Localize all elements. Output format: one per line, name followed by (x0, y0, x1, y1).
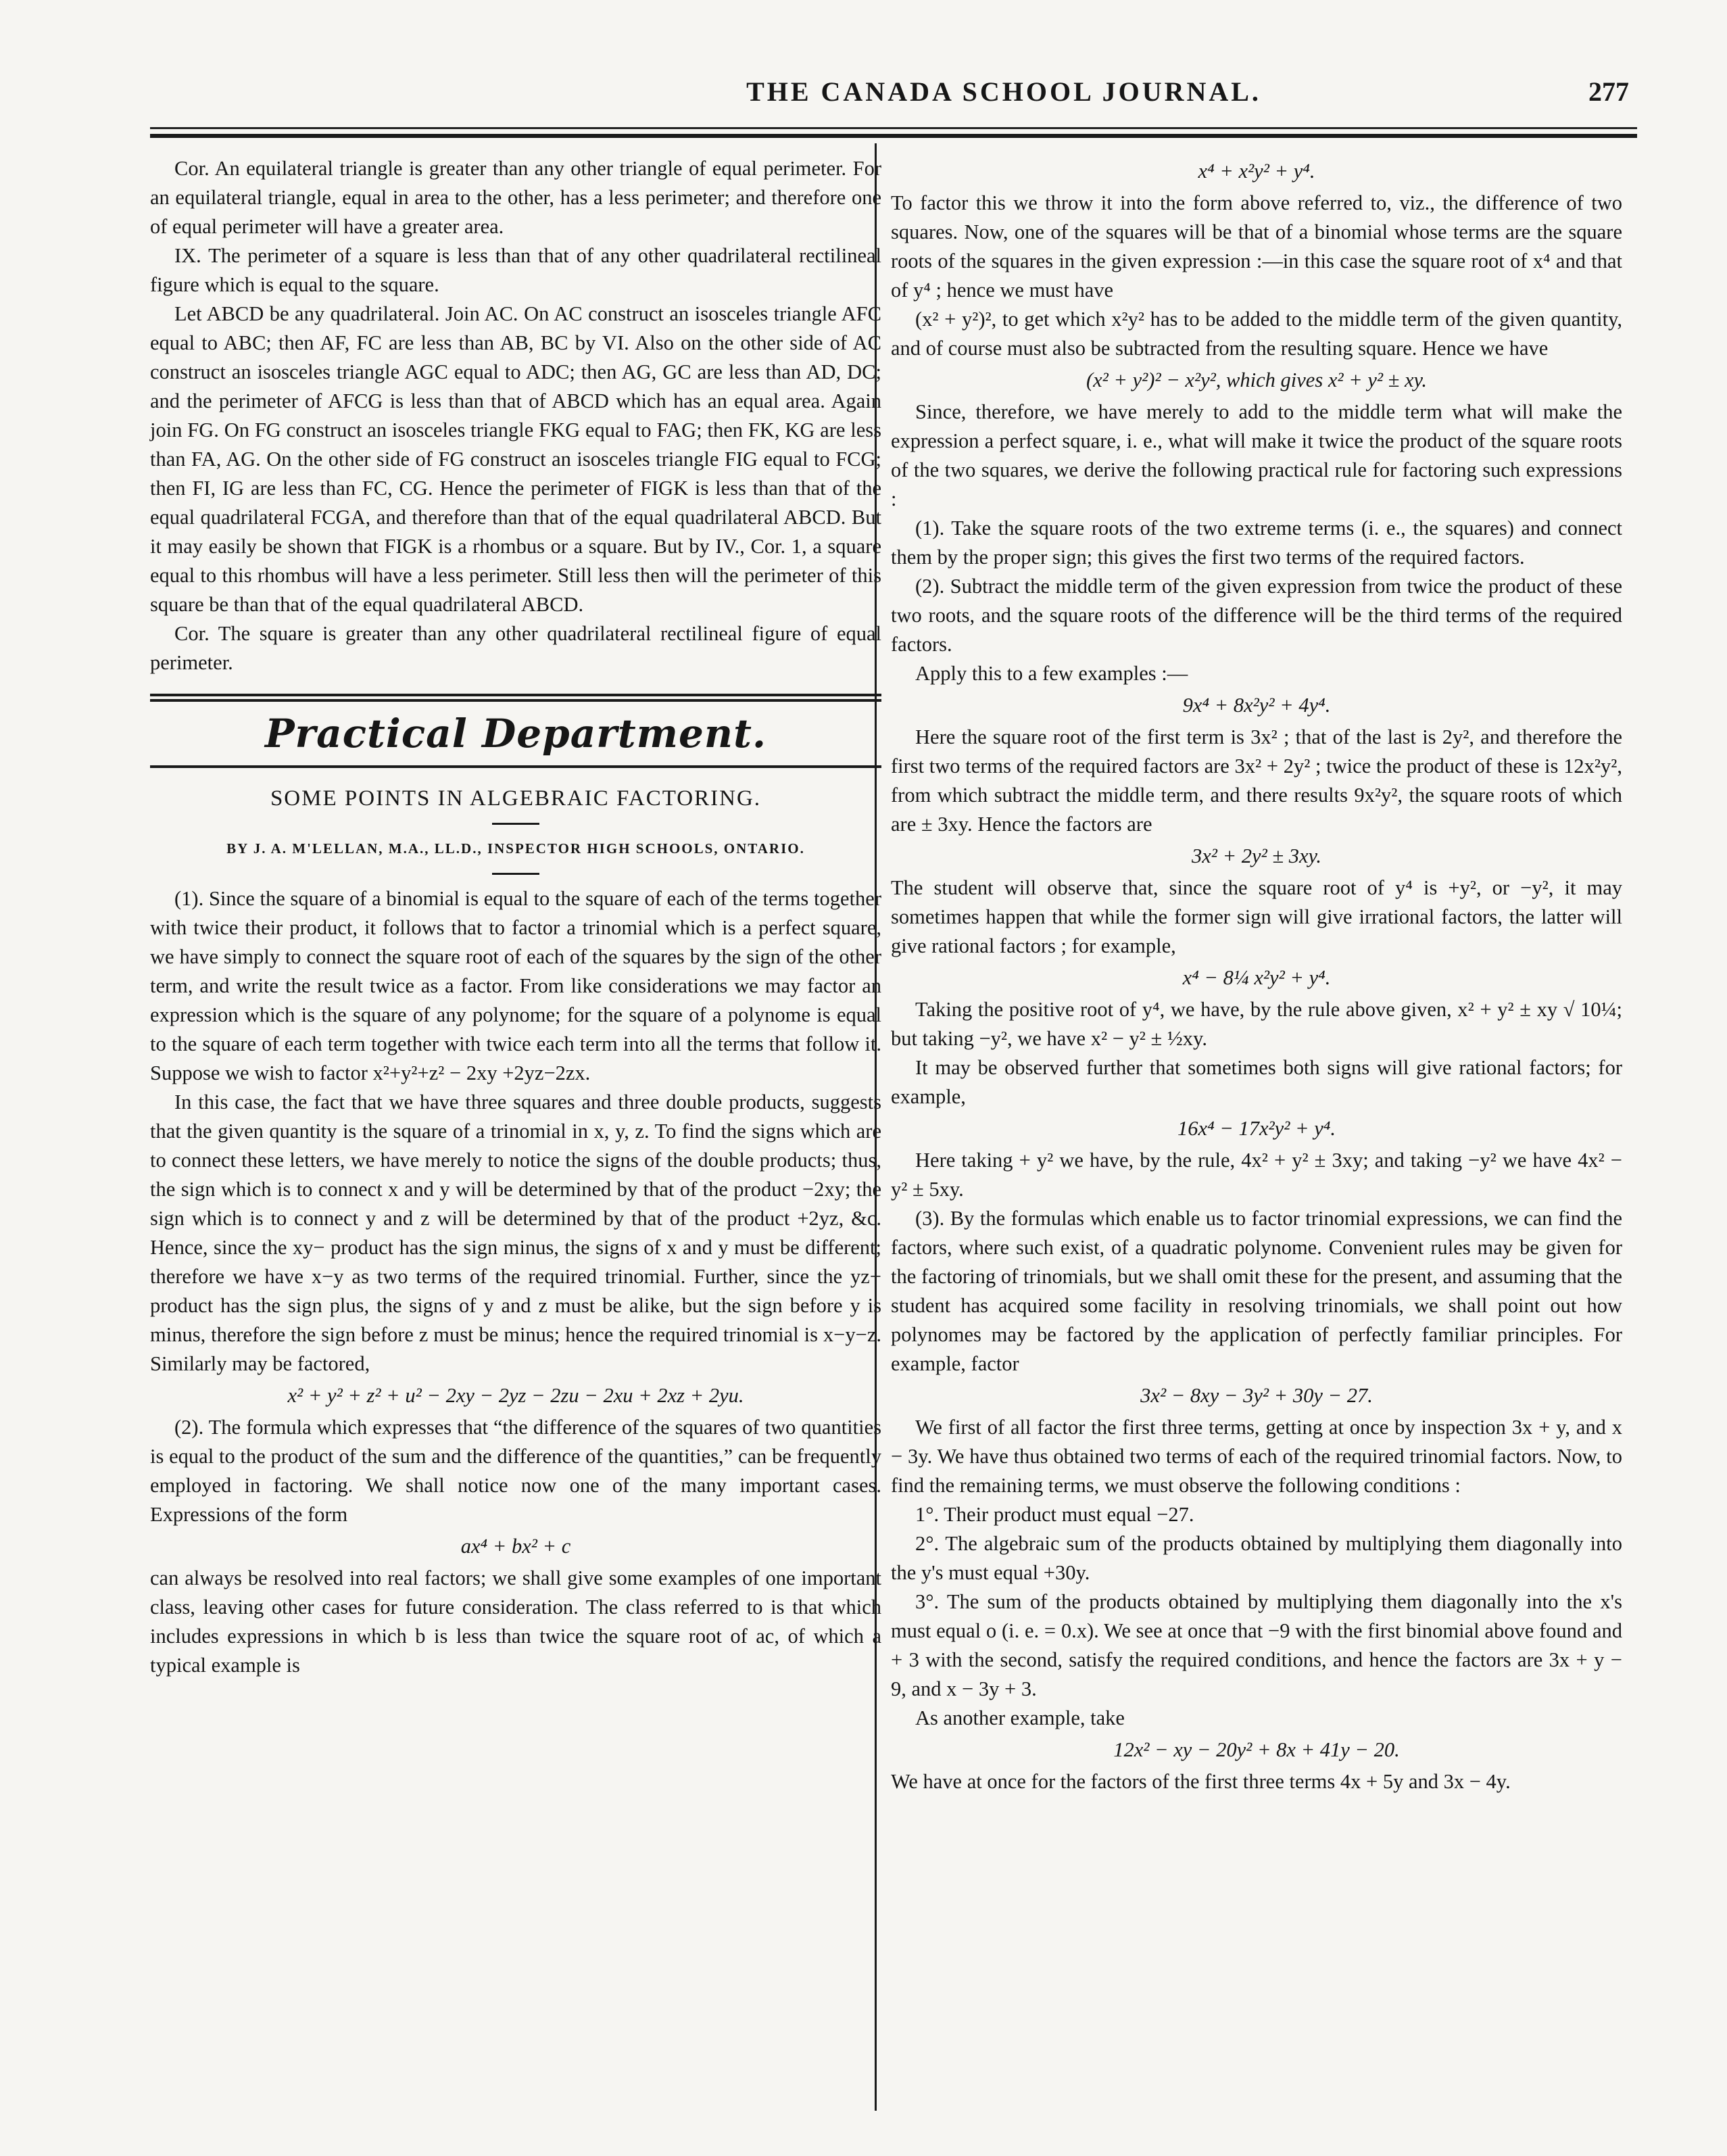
paragraph-proposition-ix: IX. The perimeter of a square is less than that of any other quadrilateral rectilineal figure which is equal to the square. (150, 244, 881, 296)
paragraph: Apply this to a few examples :— (915, 662, 1188, 685)
paragraph: We have at once for the factors of the first three terms 4x + 5y and 3x − 4y. (891, 1770, 1511, 1793)
byline-short-rule (492, 873, 539, 875)
paragraph: The student will observe that, since the square root of y⁴ is +y², or −y², it may sometimes happen that while the former sign will give irrational factors, the latter will give rational factors ; for example, (891, 876, 1622, 957)
equation: x⁴ + x²y² + y⁴. (1198, 160, 1315, 183)
paragraph: We first of all factor the first three terms, getting at once by inspection 3x + y, and x − 3y. We have thus obtained two terms of each of the required trinomial factors. Now, to find the remaining terms, we must observe the following conditions : (891, 1416, 1622, 1497)
header-rule-thin (150, 127, 1637, 129)
equation: x² + y² + z² + u² − 2xy − 2yz − 2zu − 2xu + 2xz + 2yu. (287, 1384, 744, 1407)
department-rule-top (150, 694, 881, 696)
paragraph: Here taking + y² we have, by the rule, 4x² + y² ± 3xy; and taking −y² we have 4x² − y² ± 5xy. (891, 1149, 1622, 1201)
equation: 12x² − xy − 20y² + 8x + 41y − 20. (1113, 1738, 1400, 1761)
paragraph-factoring-1: (1). Since the square of a binomial is equal to the square of each of the terms together with twice their product, it follows that to factor a trinomial which is a perfect square, we have simply to connect the square root of each of the squares by the sign of the other term, and write the result twice as a factor. From like considerations we may factor an expression which is the square of any polynome; for the square of a polynome is equal to the square of each term together with twice each term into all the terms that follow it. Suppose we wish to factor x²+y²+z² − 2xy +2yz−2zx. (150, 887, 881, 1084)
left-column (150, 154, 881, 1680)
equation: 9x⁴ + 8x²y² + 4y⁴. (1182, 694, 1331, 717)
condition-3: 3°. The sum of the products obtained by multiplying them diagonally into the x's must equal o (i. e. = 0.x). We see at once that −9 with the first binomial above found and + 3 with the second, satisfy the required conditions, and hence the factors are 3x + y − 9, and x − 3y + 3. (891, 1590, 1622, 1700)
paragraph-factoring-4: can always be resolved into real factors; we shall give some examples of one important class, leaving other cases for future consideration. The class referred to is that which includes expressions in which b is less than twice the square root of ac, of which a typical example is (150, 1566, 881, 1677)
condition-1: 1°. Their product must equal −27. (915, 1503, 1194, 1526)
department-heading-block (150, 694, 881, 768)
department-rule-bottom (150, 765, 881, 768)
equation: 16x⁴ − 17x²y² + y⁴. (1177, 1117, 1336, 1140)
paragraph-rule-2: (2). Subtract the middle term of the given expression from twice the product of these two roots, and the square roots of the difference will be the third terms of the required factors. (891, 575, 1622, 656)
equation: (x² + y²)² − x²y², which gives x² + y² ± xy. (1086, 368, 1428, 391)
header-rule-thick (150, 134, 1637, 138)
equation: 3x² + 2y² ± 3xy. (1192, 844, 1321, 867)
department-rule-top-2 (150, 699, 881, 702)
paragraph-rule-1: (1). Take the square roots of the two extreme terms (i. e., the squares) and connect them by the proper sign; this gives the first two terms of the required factors. (891, 517, 1622, 569)
paragraph-cor-square: Cor. The square is greater than any other quadrilateral rectilineal figure of equal perimeter. (150, 622, 881, 674)
journal-title: THE CANADA SCHOOL JOURNAL. (746, 76, 1261, 107)
title-short-rule (492, 823, 539, 825)
department-title: Practical Department. (264, 711, 767, 757)
equation: x⁴ − 8¼ x²y² + y⁴. (1182, 966, 1331, 989)
paragraph: (x² + y²)², to get which x²y² has to be added to the middle term of the given quantity, and of course must also be subtracted from the resulting square. Hence we have (891, 308, 1622, 360)
paragraph: Since, therefore, we have merely to add to the middle term what will make the expression a perfect square, i. e., what will make it twice the product of the square roots of the two squares, we derive the following practical rule for factoring such expressions : (891, 400, 1622, 510)
equation: 3x² − 8xy − 3y² + 30y − 27. (1140, 1384, 1373, 1407)
paragraph: To factor this we throw it into the form above referred to, viz., the difference of two squares. Now, one of the squares will be that of a binomial whose terms are the square roots of the squares in the given expression :—in this case the square root of x⁴ and that of y⁴ ; hence we must have (891, 191, 1622, 302)
paragraph-proof-ix: Let ABCD be any quadrilateral. Join AC. On AC construct an isosceles triangle AFC equal to ABC; then AF, FC are less than AB, BC by VI. Also on the other side of AC construct an isosceles triangle AGC equal to ADC; then AG, GC are less than AD, DC; and the perimeter of AFCG is less than that of ABCD which has an equal area. Again join FG. On FG construct an isosceles triangle FKG equal to FAG; then FK, KG are less than FA, AG. On the other side of FG construct an isosceles triangle FIG equal to FCG; then FI, IG are less than FC, CG. Hence the perimeter of FIGK is less than that of the equal quadrilateral FCGA, and therefore than that of the equal quadrilateral ABCD. But it may easily be shown that FIGK is a rhombus or a square. But by IV., Cor. 1, a square equal to this rhombus will have a less perimeter. Still less then will the perimeter of this square be than that of the equal quadrilateral ABCD. (150, 302, 881, 616)
paragraph-rule-3: (3). By the formulas which enable us to factor trinomial expressions, we can find the factors, where such exist, of a quadratic polynome. Convenient rules may be given for the factoring of trinomials, but we shall omit these for the present, and assuming that the student has acquired some facility in resolving trinomials, we shall point out how polynomes may be factored by the application of perfectly familiar principles. For example, factor (891, 1207, 1622, 1375)
running-head (155, 76, 1643, 123)
paragraph: Taking the positive root of y⁴, we have, by the rule above given, x² + y² ± xy √ 10¼; but taking −y², we have x² − y² ± ½xy. (891, 998, 1622, 1050)
paragraph-cor-triangle: Cor. An equilateral triangle is greater than any other triangle of equal perimeter. For an equilateral triangle, equal in area to the other, has a less perimeter; and therefore one of equal perimeter will have a greater area. (150, 157, 881, 238)
paragraph-factoring-2: In this case, the fact that we have three squares and three double products, suggests that the given quantity is the square of a trinomial in x, y, z. To find the signs which are to connect these letters, we have merely to notice the signs of the double products; thus, the sign which is to connect x and y will be determined by that of the product −2xy; the sign which is to connect y and z will be determined by that of the product +2yz, &c. Hence, since the xy− product has the sign minus, the signs of x and y must be different; therefore we have x−y as two terms of the required trinomial. Further, since the yz− product has the sign plus, the signs of y and z must be alike, but the sign before y is minus, therefore the sign before z must be minus; hence the required trinomial is x−y−z. Similarly may be factored, (150, 1091, 881, 1375)
paragraph-factoring-3: (2). The formula which expresses that “the difference of the squares of two quantities is equal to the product of the sum and the difference of the quantities,” can be frequently employed in factoring. We shall notice now one of the many important cases. Expressions of the form (150, 1416, 881, 1526)
condition-2: 2°. The algebraic sum of the products obtained by multiplying them diagonally into the y's must equal +30y. (891, 1532, 1622, 1584)
paragraph: It may be observed further that sometimes both signs will give rational factors; for example, (891, 1056, 1622, 1108)
paragraph: Here the square root of the first term is 3x² ; that of the last is 2y², and therefore the first two terms of the required factors are 3x² + 2y² ; twice the product of these is 12x²y², from which subtract the middle term, and there results 9x²y², the square roots of which are ± 3xy. Hence the factors are (891, 725, 1622, 836)
paragraph: As another example, take (915, 1706, 1125, 1729)
article-title: SOME POINTS IN ALGEBRAIC FACTORING. (270, 786, 762, 811)
article-byline: BY J. A. M'LELLAN, M.A., LL.D., INSPECTOR HIGH SCHOOLS, ONTARIO. (226, 840, 805, 857)
page-number: 277 (1588, 76, 1629, 107)
right-column (891, 154, 1622, 1796)
equation: ax⁴ + bx² + c (460, 1535, 571, 1558)
